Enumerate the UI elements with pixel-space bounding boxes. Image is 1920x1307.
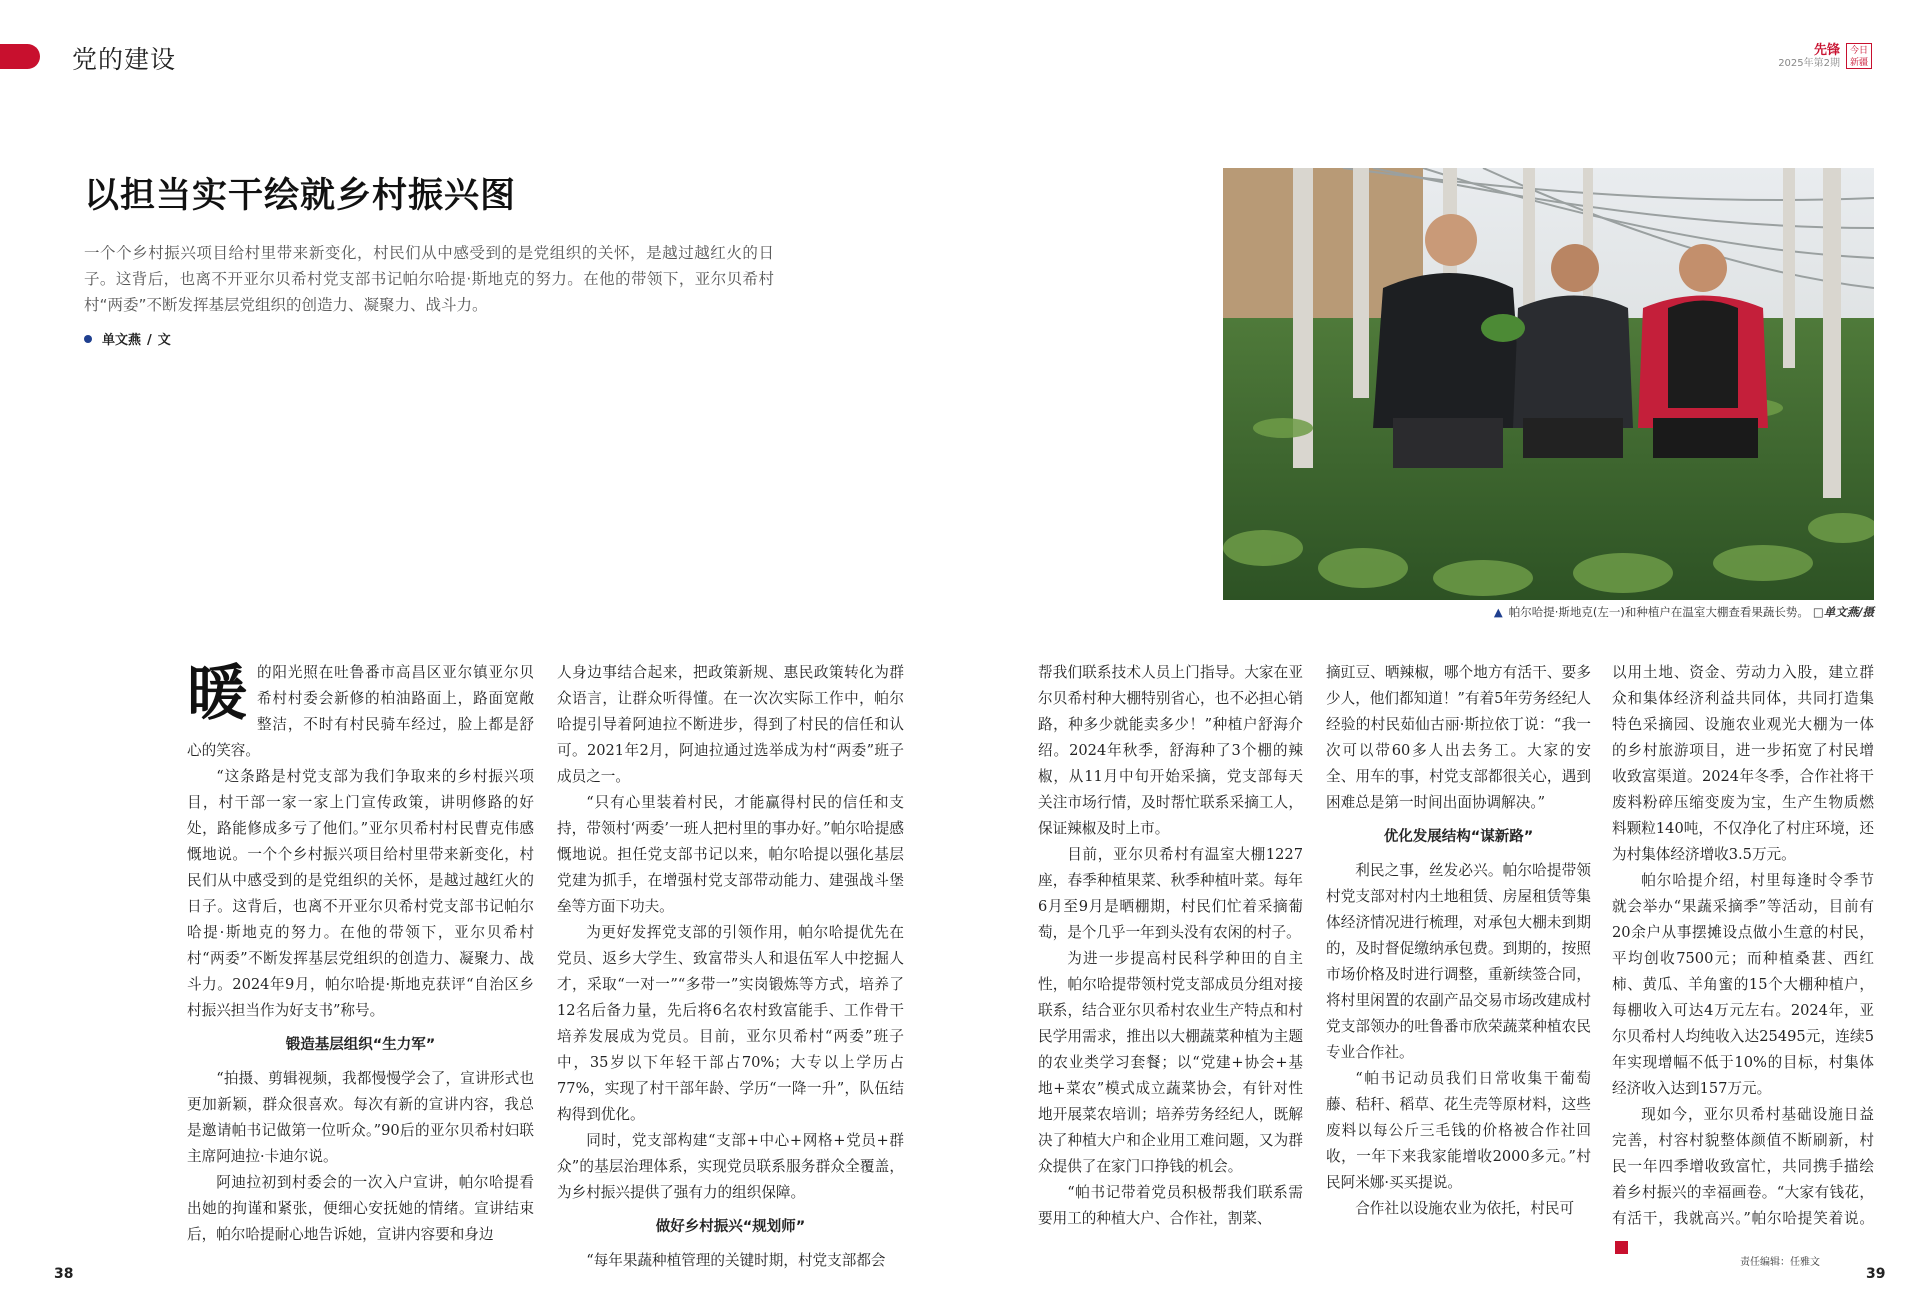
caption-triangle-icon: ▲ [1493,605,1503,619]
paragraph: 帕尔哈提介绍，村里每逢时令季节就会举办“果蔬采摘季”等活动，目前有20余户从事摆摊设点做小生意的村民，平均创收7500元；而种植桑葚、西红柿、黄瓜、羊角蜜的15个大棚种植户，每棚收入可达4万元左右。2024年，亚尔贝希村人均纯收入达25495元，连续5年实现增幅不低于10%的目标，村集体经济收入达到157万元。 [1612,872,1874,1097]
paragraph: 目前，亚尔贝希村有温室大棚1227座，春季种植果菜、秋季种植叶菜。每年6月至9月是晒棚期，村民们忙着采摘葡萄，是个几乎一年到头没有农闲的村子。 [1038,846,1303,941]
body-column-5 [1612,660,1874,1258]
section-subheading: 做好乡村振兴“规划师” [655,1219,806,1235]
page-number-right: 39 [1866,1266,1886,1282]
body-column-1 [187,660,534,1248]
byline-suffix: 文 [157,333,171,348]
byline-author: 单文燕 [102,333,142,348]
paragraph: “只有心里装着村民，才能赢得村民的信任和支持，带领村‘两委’一班人把村里的事办好。”帕尔哈提感慨地说。担任党支部书记以来，帕尔哈提以强化基层党建为抓手，在增强村党支部带动能力、建强战斗堡垒等方面下功夫。 [557,794,904,915]
paragraph: “帕书记带着党员积极帮我们联系需要用工的种植大户、合作社，割菜、 [1038,1184,1303,1227]
paragraph: 阿迪拉初到村委会的一次入户宣讲，帕尔哈提看出她的拘谨和紧张，便细心安抚她的情绪。宣讲结束后，帕尔哈提耐心地告诉她，宣讲内容要和身边 [187,1174,534,1243]
page-number-left: 38 [54,1266,74,1282]
masthead-issue: 2025年第2期 [1778,58,1840,69]
caption-text: 帕尔哈提·斯地克(左一)和种植户在温室大棚查看果蔬长势。 [1508,605,1809,619]
section-subheading: 锻造基层组织“生力军” [285,1037,436,1053]
paragraph: 以用土地、资金、劳动力入股，建立群众和集体经济利益共同体，共同打造集特色采摘园、设施农业观光大棚为一体的乡村旅游项目，进一步拓宽了村民增收致富渠道。2024年冬季，合作社将干废料粉碎压缩变废为宝，生产生物质燃料颗粒140吨，不仅净化了村庄环境，还为村集体经济增收3.5万元。 [1612,664,1874,863]
masthead [1778,44,1840,70]
article-lede: 一个个乡村振兴项目给村里带来新变化，村民们从中感受到的是党组织的关怀，是越过越红火的日子。这背后，也离不开亚尔贝希村党支部书记帕尔哈提·斯地克的努力。在他的带领下，亚尔贝希村村“两委”不断发挥基层党组织的创造力、凝聚力、战斗力。 [84,244,774,314]
section-marker [0,44,40,69]
paragraph: “帕书记动员我们日常收集干葡萄藤、秸秆、稻草、花生壳等原材料，这些废料以每公斤三毛钱的价格被合作社回收，一年下来我家能增收2000多元。”村民阿米娜·买买提说。 [1326,1070,1591,1191]
paragraph: 为进一步提高村民科学种田的自主性，帕尔哈提带领村党支部成员分组对接联系，结合亚尔贝希村农业生产特点和村民学用需求，推出以大棚蔬菜种植为主题的农业类学习套餐；以“党建+协会+基地+菜农”模式成立蔬菜协会，有针对性地开展菜农培训；培养劳务经纪人，既解决了种植大户和企业用工难问题，又为群众提供了在家门口挣钱的机会。 [1038,950,1303,1175]
paragraph: 利民之事，丝发必兴。帕尔哈提带领村党支部对村内土地租赁、房屋租赁等集体经济情况进行梳理，对承包大棚未到期的，及时督促缴纳承包费。到期的，按照市场价格及时进行调整，重新续签合同，将村里闲置的农副产品交易市场改建成村党支部领办的吐鲁番市欣荣蔬菜种植农民专业合作社。 [1326,862,1591,1061]
masthead-name: 先锋 [1813,43,1840,58]
byline-bullet-icon [84,335,92,343]
greenhouse-photo-illustration [1223,168,1874,600]
section-title: 党的建设 [72,45,177,74]
body-column-2 [557,660,904,1274]
paragraph: 暖的阳光照在吐鲁番市高昌区亚尔镇亚尔贝希村村委会新修的柏油路面上，路面宽敞整洁，不时有村民骑车经过，脸上都是舒心的笑容。 [187,659,534,759]
paragraph: 同时，党支部构建“支部+中心+网格+党员+群众”的基层治理体系，实现党员联系服务群众全覆盖，为乡村振兴提供了强有力的组织保障。 [557,1132,904,1201]
drop-cap: 暖 [187,659,247,729]
paragraph: 帮我们联系技术人员上门指导。大家在亚尔贝希村种大棚特别省心，也不必担心销路，种多少就能卖多少！”种植户舒海介绍。2024年秋季，舒海种了3个棚的辣椒，从11月中旬开始采摘，党支部每天关注市场行情，及时帮忙联系采摘工人，保证辣椒及时上市。 [1038,664,1303,837]
section-subheading: 优化发展结构“谋新路” [1383,829,1534,845]
body-column-4 [1326,660,1591,1222]
byline: 单文燕 / 文 [84,329,171,348]
masthead-logo-box: 今日新疆 [1846,43,1872,69]
paragraph: “这条路是村党支部为我们争取来的乡村振兴项目，村干部一家一家上门宣传政策，讲明修路的好处，路能修成多亏了他们。”亚尔贝希村村民曹克伟感慨地说。一个个乡村振兴项目给村里带来新变化，村民们从中感受到的是党组织的关怀，是越过越红火的日子。这背后，也离不开亚尔贝希村党支部书记帕尔哈提·斯地克的努力。在他的带领下，亚尔贝希村村“两委”不断发挥基层党组织的创造力、凝聚力、战斗力。2024年9月，帕尔哈提·斯地克获评“自治区乡村振兴担当作为好支书”称号。 [187,768,534,1019]
photo-caption [1494,604,1874,620]
article-headline: 以担当实干绘就乡村振兴图 [84,176,517,216]
paragraph: 现如今，亚尔贝希村基础设施日益完善，村容村貌整体颜值不断刷新，村民一年四季增收致富忙，共同携手描绘着乡村振兴的幸福画卷。“大家有钱花，有活干，我就高兴。”帕尔哈提笑着说。J [1612,1106,1874,1253]
paragraph: 为更好发挥党支部的引领作用，帕尔哈提优先在党员、返乡大学生、致富带头人和退伍军人中挖掘人才，采取“一对一”“多带一”实岗锻炼等方式，培养了12名后备力量，先后将6名农村致富能手、工作骨干培养发展成为党员。目前，亚尔贝希村“两委”班子中，35岁以下年轻干部占70%；大专以上学历占77%，实现了村干部年龄、学历“一降一升”，队伍结构得到优化。 [557,924,904,1123]
paragraph: “每年果蔬种植管理的关键时期，村党支部都会 [586,1252,886,1269]
end-mark-icon: J [1615,1241,1628,1254]
caption-credit: □单文燕/摄 [1812,605,1874,619]
article-photo [1223,168,1874,600]
paragraph: 摘豇豆、晒辣椒，哪个地方有活干、要多少人，他们都知道！”有着5年劳务经纪人经验的村民茹仙古丽·斯拉依丁说：“我一次可以带60多人出去务工。大家的安全、用车的事，村党支部都很关心，遇到困难总是第一时间出面协调解决。” [1326,664,1591,811]
paragraph: 合作社以设施农业为依托，村民可 [1355,1200,1575,1217]
editor-credit: 责任编辑：任雅文 [1740,1257,1820,1268]
paragraph: 人身边事结合起来，把政策新规、惠民政策转化为群众语言，让群众听得懂。在一次次实际工作中，帕尔哈提引导着阿迪拉不断进步，得到了村民的信任和认可。2021年2月，阿迪拉通过选举成为村“两委”班子成员之一。 [557,664,904,785]
body-column-3 [1038,660,1303,1232]
paragraph: “拍摄、剪辑视频，我都慢慢学会了，宣讲形式也更加新颖，群众很喜欢。每次有新的宣讲内容，我总是邀请帕书记做第一位听众。”90后的亚尔贝希村妇联主席阿迪拉·卡迪尔说。 [187,1070,534,1165]
